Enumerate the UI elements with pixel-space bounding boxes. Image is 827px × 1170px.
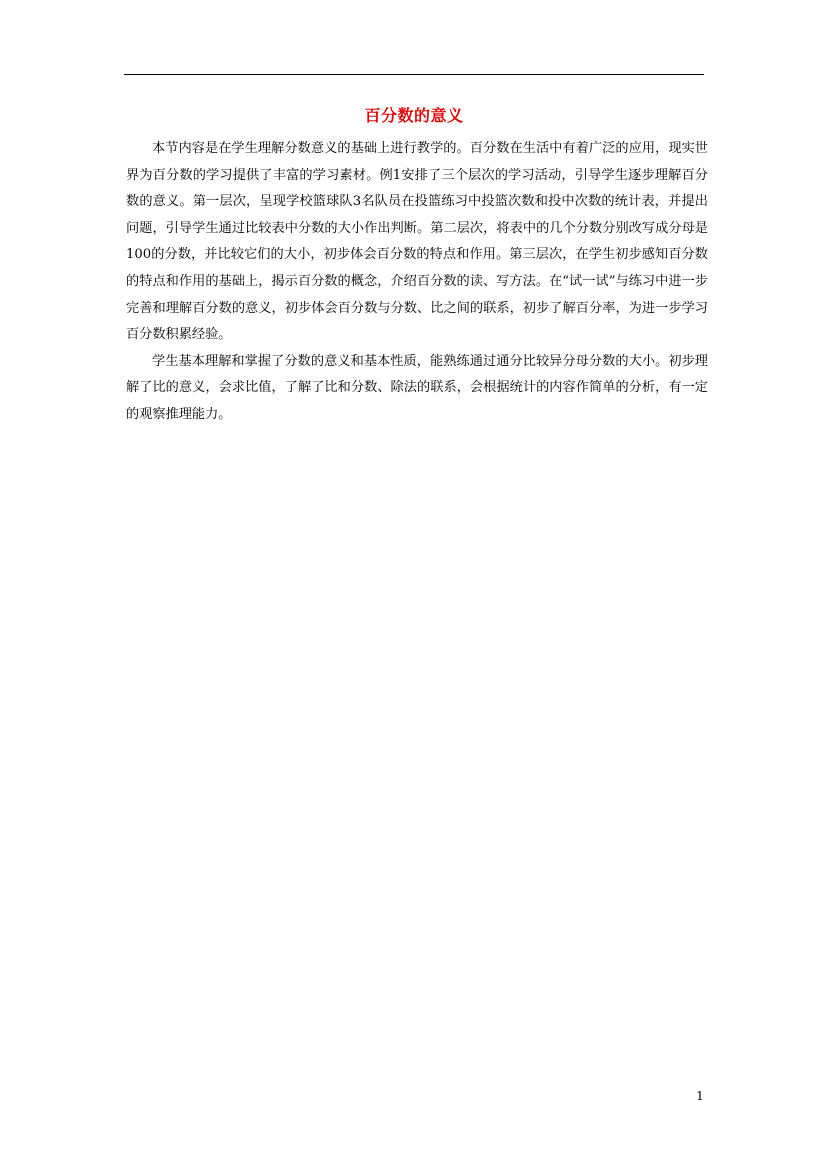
header-rule (124, 74, 704, 75)
document-title: 百分数的意义 (364, 106, 464, 125)
document-body (126, 136, 708, 429)
paragraph-1: 本节内容是在学生理解分数意义的基础上进行教学的。百分数在生活中有着广泛的应用，现实世界为百分数的学习提供了丰富的学习素材。例1安排了三个层次的学习活动，引导学生逐步理解百分数的意义。第一层次，呈现学校篮球队3名队员在投篮练习中投篮次数和投中次数的统计表，并提出问题，引导学生通过比较表中分数的大小作出判断。第二层次，将表中的几个分数分别改写成分母是100的分数，并比较它们的大小，初步体会百分数的特点和作用。第三层次，在学生初步感知百分数的特点和作用的基础上，揭示百分数的概念，介绍百分数的读、写方法。在“试一试”与练习中进一步完善和理解百分数的意义，初步体会百分数与分数、比之间的联系，初步了解百分率，为进一步学习百分数积累经验。 (126, 141, 708, 343)
paragraph-2: 学生基本理解和掌握了分数的意义和基本性质，能熟练通过通分比较异分母分数的大小。初步理解了比的意义，会求比值，了解了比和分数、除法的联系，会根据统计的内容作简单的分析，有一定的观察推理能力。 (126, 353, 708, 422)
page-number: 1 (696, 1089, 704, 1103)
